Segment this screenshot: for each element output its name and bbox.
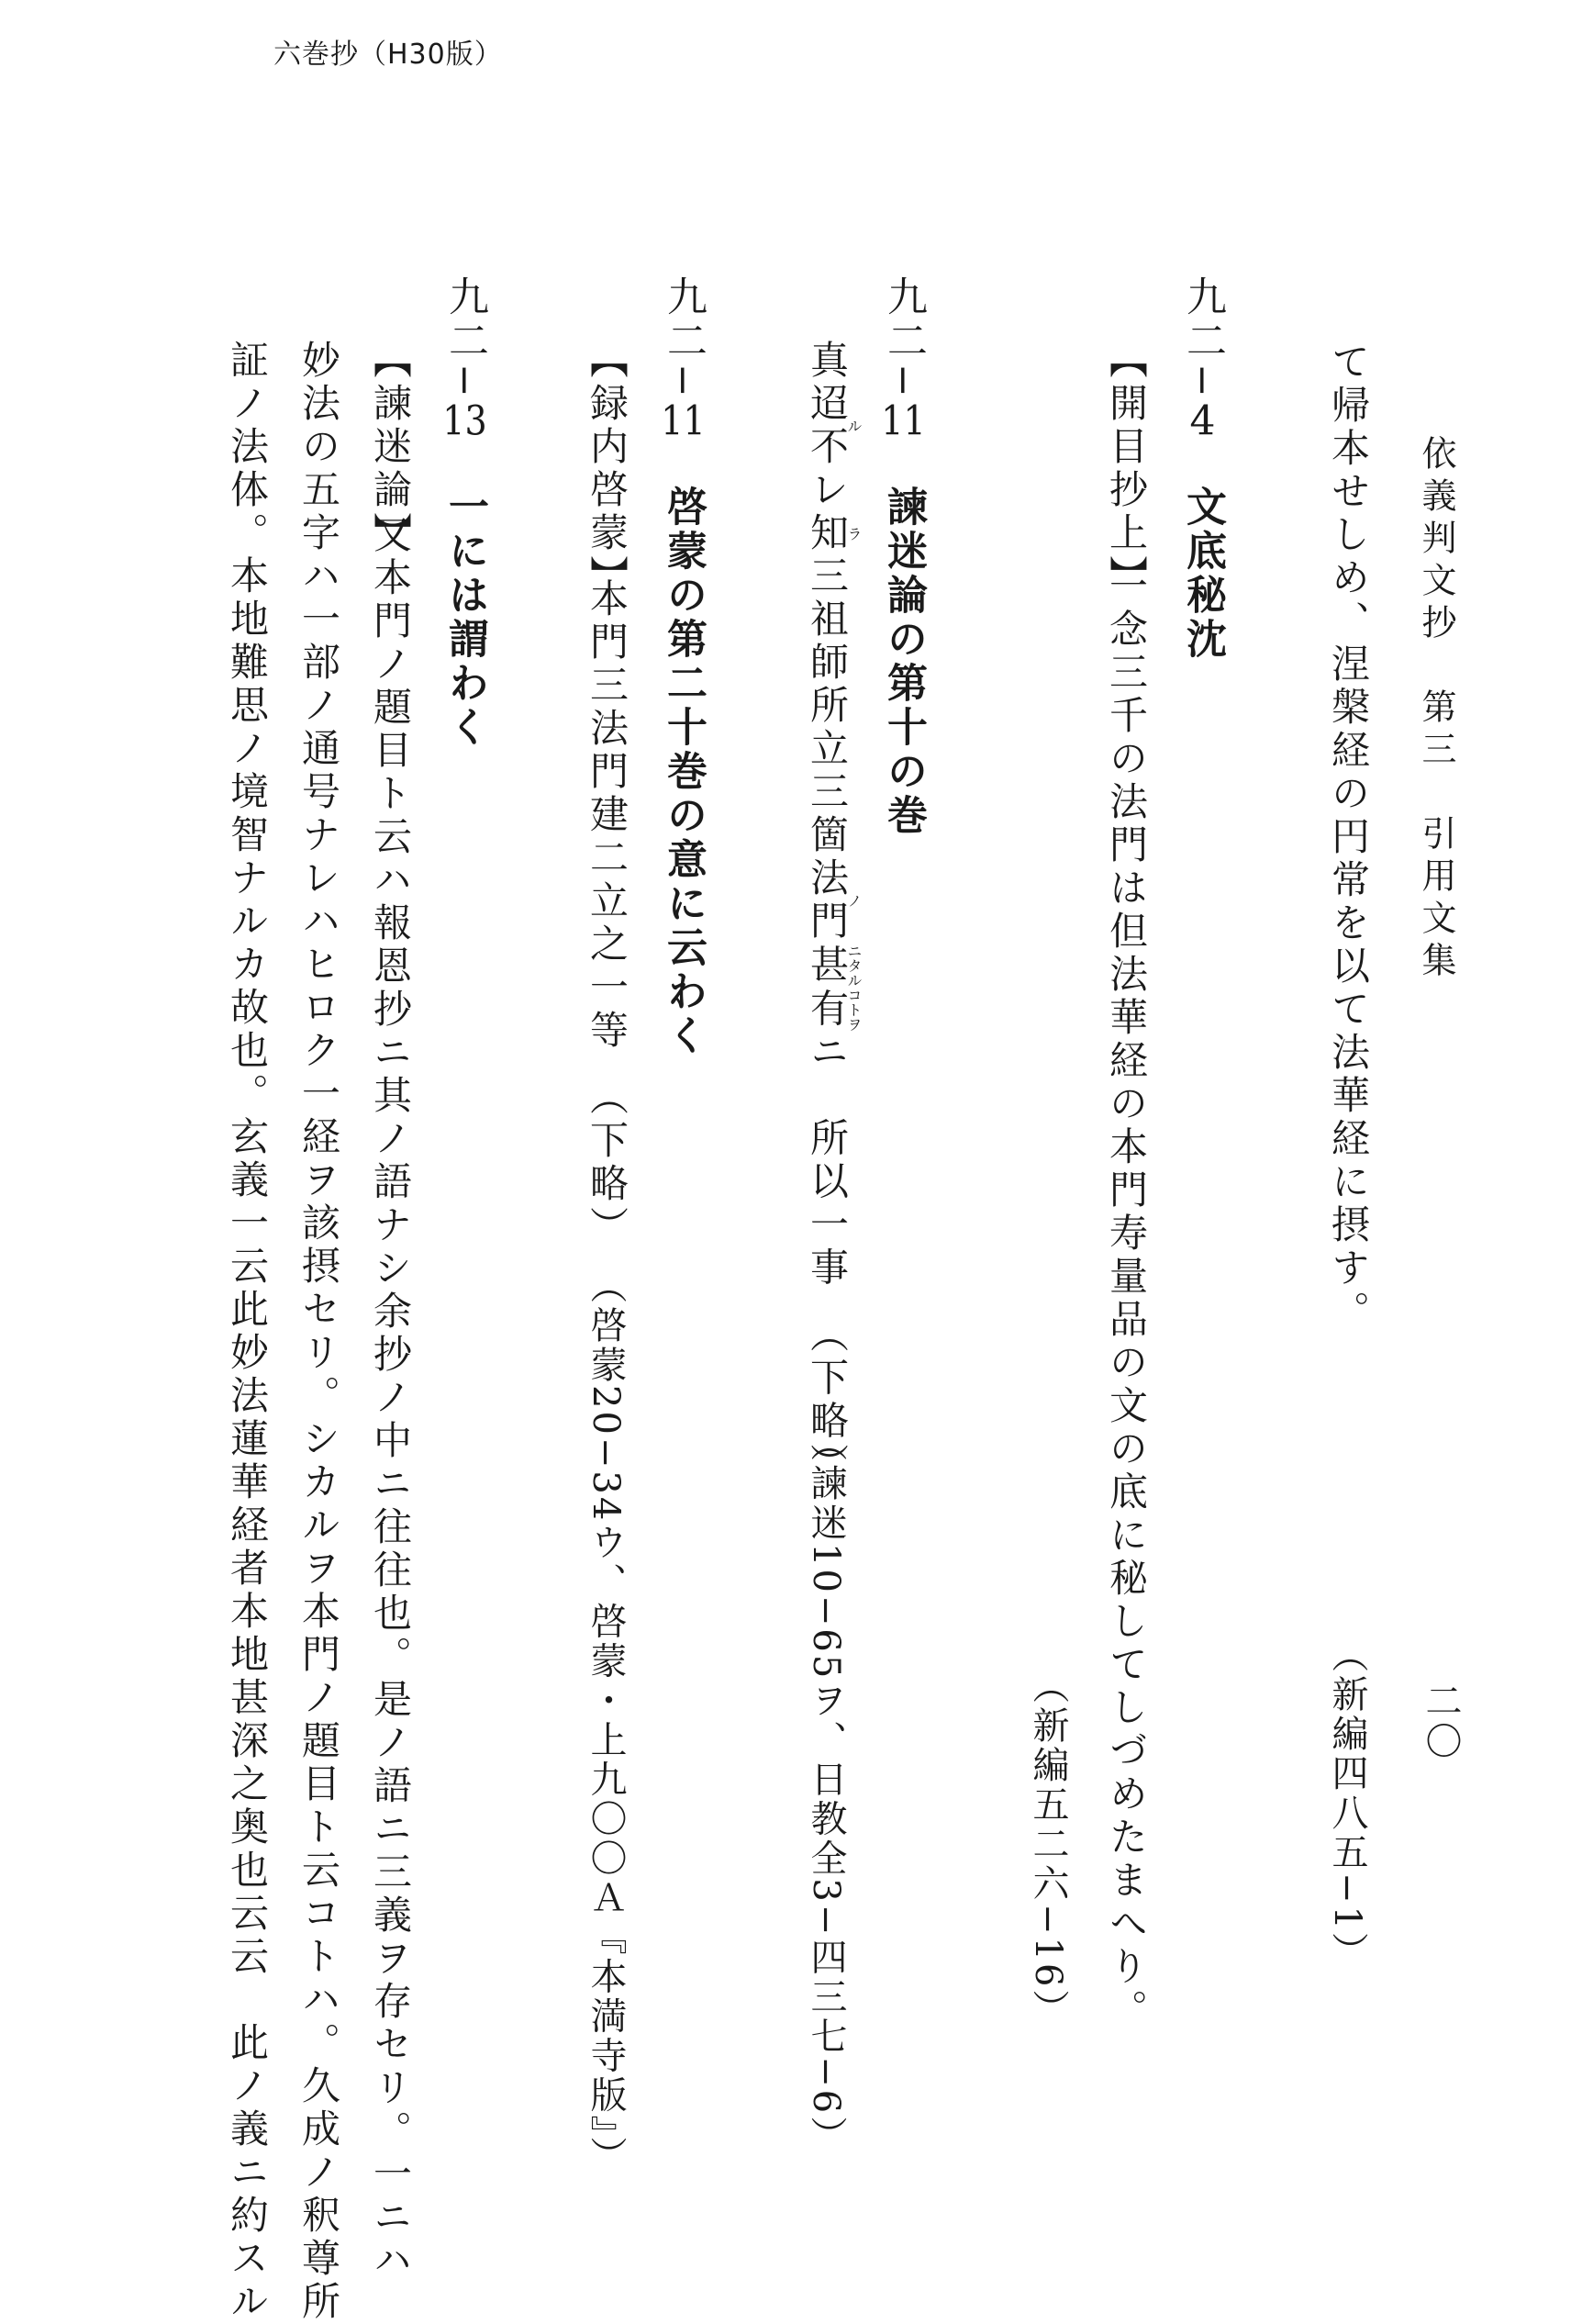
citation: （啓蒙20−34ウ、啓蒙・上九〇〇Ａ『本満寺版』）	[585, 1267, 627, 2176]
body-line: 一念三千の法門は但法華経の本門寿量品の文の底に秘してしづめたまへり。	[1104, 565, 1149, 2032]
body-line: 証ノ法体。本地難思ノ境智ナルカ故也。玄義一云此妙法蓮華経者本地甚深之奥也云云 此ノ義ニ約スル	[225, 340, 270, 2324]
section-heading: 九二−11 諫迷論の第十の巻	[880, 275, 927, 838]
body-line: 本門三法門建二立之一等 （下略）	[585, 578, 630, 1249]
section-heading: 九二−11 啓蒙の第二十巻の意に云わく	[660, 275, 707, 1058]
body-line: 真迢不ルレ知ラ三祖師所立三箇法門ノ甚有ニタルコトヲニ 所以一事 （下略）	[805, 340, 863, 1487]
source-label: 【録内啓蒙】	[585, 340, 630, 598]
citation: （新編四八五−1）	[1326, 1636, 1368, 1972]
body-line: て帰本せしめ、涅槃経の円常を以て法華経に摂す。	[1326, 341, 1371, 1334]
corner-label: 六巻抄（H30版）	[273, 39, 503, 71]
source-label: 【開目抄上】	[1104, 340, 1149, 598]
page-number: 二〇	[1420, 1682, 1462, 1762]
section-heading: 九二−4 文底秘沈	[1179, 275, 1226, 662]
citation: （諫迷10−65ヲ、日教全3−四三七−6）	[805, 1425, 847, 2156]
running-head: 依義判文抄 第三 引用文集	[1416, 435, 1456, 984]
body-line: 妙法の五字ハ一部ノ通号ナレハヒロク一経ヲ該摂セリ。シカルヲ本門ノ題目ト云コトハ。久成ノ釈尊所	[296, 340, 341, 2324]
source-label: 【諫迷論】	[368, 340, 413, 555]
citation: （新編五二六−16）	[1027, 1667, 1069, 2029]
body-line: 又本門ノ題目ト云ハ報恩抄ニ其ノ語ナシ余抄ノ中ニ往往也。是ノ語ニ三義ヲ存セリ。一ニハ	[368, 514, 413, 2283]
section-heading: 九二−13 一には謂わく	[441, 275, 488, 750]
